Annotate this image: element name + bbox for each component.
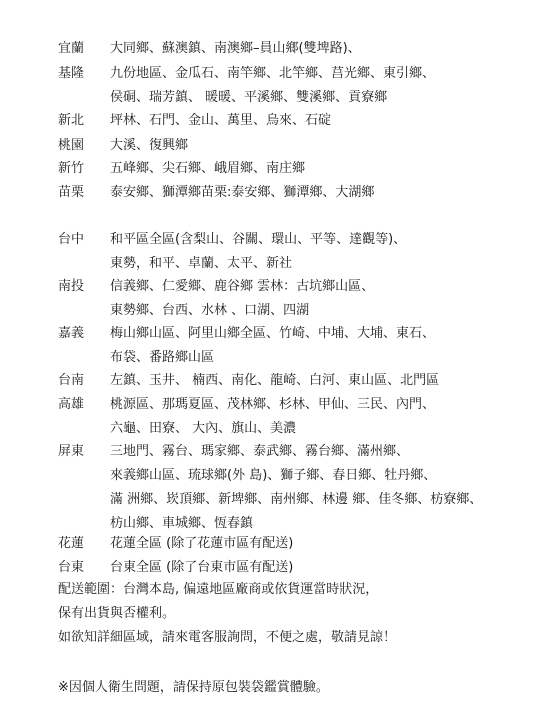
region-row — [0, 38, 540, 60]
region-areas: 東勢，和平、卓蘭、太平、新社 — [110, 256, 293, 271]
region-name: 宜蘭 — [58, 41, 85, 56]
region-name: 基隆 — [58, 66, 85, 81]
region-areas: 來義鄉山區、琉球鄉(外 島)、獅子鄉、春日鄉、牡丹鄉、 — [110, 468, 437, 483]
region-row — [0, 533, 540, 555]
region-row — [0, 158, 540, 180]
region-areas: 大溪、復興鄉 — [110, 138, 189, 153]
region-row — [0, 229, 540, 251]
region-areas: 滿 洲鄉、崁頂鄉、新埤鄉、南州鄉、林邊 鄉、佳冬鄉、枋寮鄉、 — [110, 492, 483, 507]
region-row — [0, 63, 540, 85]
delivery-scope-note-line-2: 保有出貨與否權利。 — [58, 606, 176, 621]
region-areas: 五峰鄉、尖石鄉、峨眉鄉、南庄鄉 — [110, 161, 306, 176]
delivery-scope-note-line-1: 配送範圍：台灣本島, 偏遠地區廠商或依貨運當時狀況， — [58, 582, 379, 597]
region-row — [0, 557, 540, 579]
region-name: 嘉義 — [58, 326, 85, 341]
region-row-continuation — [0, 465, 540, 487]
region-areas: 坪林、石門、金山、萬里、烏來、石碇 — [110, 113, 332, 128]
contact-service-note: 如欲知詳細區域，請來電客服詢問，不便之處，敬請見諒！ — [58, 630, 397, 645]
region-areas: 花蓮全區 (除了花蓮市區有配送) — [110, 536, 294, 551]
region-row — [0, 135, 540, 157]
region-row — [0, 323, 540, 345]
region-areas: 桃源區、那瑪夏區、茂林鄉、杉林、甲仙、三民、內門、 — [110, 397, 436, 412]
region-row — [0, 182, 540, 204]
region-row-continuation — [0, 513, 540, 535]
region-areas: 六龜、田寮、 大內、旗山、美濃 — [110, 421, 297, 436]
region-areas: 信義鄉、仁愛鄉、鹿谷鄉 雲林：古坑鄉山區、 — [110, 279, 375, 294]
region-areas: 梅山鄉山區、阿里山鄉全區、竹崎、中埔、大埔、東石、 — [110, 326, 436, 341]
region-name: 新北 — [58, 113, 85, 128]
region-row-continuation — [0, 418, 540, 440]
region-areas: 三地門、霧台、瑪家鄉、泰武鄉、霧台鄉、滿州鄉、 — [110, 444, 410, 459]
region-areas: 左鎮、玉井、 楠西、南化、龍崎、白河、東山區、北門區 — [110, 373, 440, 388]
region-row-continuation — [0, 87, 540, 109]
region-name: 苗栗 — [58, 185, 85, 200]
region-name: 新竹 — [58, 161, 85, 176]
region-row — [0, 276, 540, 298]
region-row-continuation — [0, 347, 540, 369]
region-name: 台南 — [58, 373, 85, 388]
region-areas: 台東全區 (除了台東市區有配送) — [110, 560, 294, 575]
region-name: 桃園 — [58, 138, 85, 153]
region-areas: 泰安鄉、獅潭鄉苗栗:泰安鄉、獅潭鄉、大湖鄉 — [110, 185, 375, 200]
region-row — [0, 441, 540, 463]
region-row — [0, 394, 540, 416]
region-areas: 九份地區、金瓜石、南竿鄉、北竿鄉、莒光鄉、東引鄉、 — [110, 66, 436, 81]
region-row-continuation — [0, 300, 540, 322]
region-name: 高雄 — [58, 397, 85, 412]
region-areas: 和平區全區(含梨山、谷關、環山、平等、達觀等)、 — [110, 232, 407, 247]
region-name: 台東 — [58, 560, 85, 575]
region-row-continuation — [0, 489, 540, 511]
region-row — [0, 110, 540, 132]
region-areas: 布袋、番路鄉山區 — [110, 350, 215, 365]
region-areas: 侯硐、瑞芳鎮、 暖暖、平溪鄉、雙溪鄉、貢寮鄉 — [110, 90, 388, 105]
region-row-continuation — [0, 253, 540, 275]
region-name: 花蓮 — [58, 536, 85, 551]
region-name: 南投 — [58, 279, 85, 294]
hygiene-note: ※因個人衛生問題，請保持原包裝袋鑑賞體驗。 — [58, 680, 329, 695]
region-areas: 大同鄉、蘇澳鎮、南澳鄉–員山鄉(雙埤路)、 — [110, 41, 361, 56]
region-areas: 枋山鄉、車城鄉、恆春鎮 — [110, 516, 254, 531]
region-row — [0, 370, 540, 392]
region-areas: 東勢鄉、台西、水林 、口湖、四湖 — [110, 303, 310, 318]
region-name: 屏東 — [58, 444, 85, 459]
region-name: 台中 — [58, 232, 85, 247]
